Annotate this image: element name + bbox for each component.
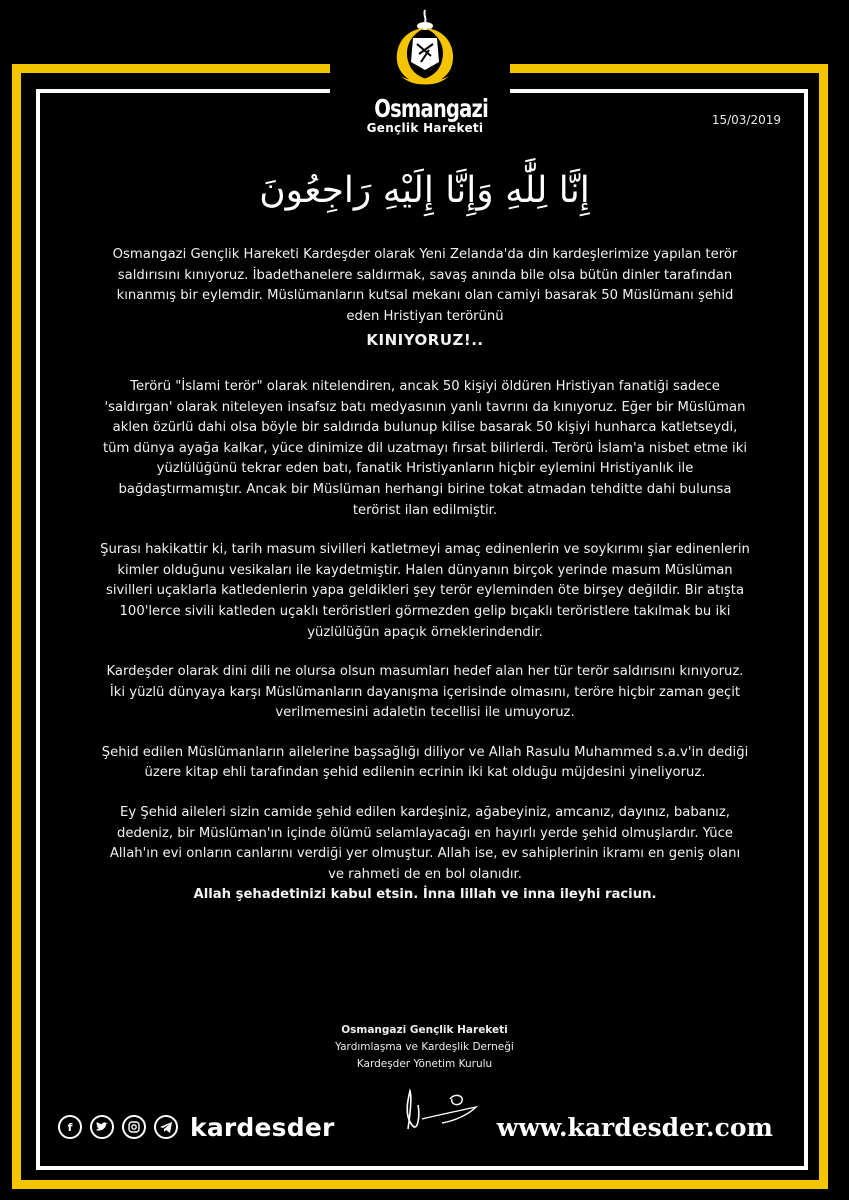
signature-line-2: Yardımlaşma ve Kardeşlik Derneği xyxy=(335,1041,514,1053)
telegram-icon[interactable] xyxy=(154,1115,178,1139)
crescent-emblem-icon xyxy=(385,4,465,94)
instagram-icon[interactable] xyxy=(122,1115,146,1139)
paragraph-3: Şurası hakikattir ki, tarih masum sivilleri katletmeyi amaç edinenlerin ve soykırımı şiar edinenlerin kimler olduğunu vesikaları ile kaydetmiştir. Halen dünyanın birçok yerinde masum Müslüman sivilleri uçaklarla katledenlerin yapa geldikleri şey terör eyleminden öte birşey değildir. Bir atışta 100'lerce sivili katleden uçaklı teröristleri görmezden gelip bıçaklı teröristlere takılmak bu iki yüzlülüğün apaçık örneklerindendir. xyxy=(100,542,750,640)
handwritten-signature xyxy=(398,1085,498,1135)
paragraph-4: Kardeşder olarak dini dili ne olursa olsun masumları hedef alan her tür terör saldırısını kınıyoruz. İki yüzlü dünyaya karşı Müslümanların dayanışma içerisinde olmasını, teröre hiçbir zaman geçit verilmemesini adaletin tecellisi ile umuyoruz. xyxy=(106,664,744,721)
paragraph-6-text: Ey Şehid aileleri sizin camide şehid edilen kardeşiniz, ağabeyiniz, amcanız, dayınız, babanız, dedeniz, bir Müslüman'ın içinde ölümü selamlayacağı en hayırlı yerde şehid olmuşlardır. Yüce Allah'ın evi onların canlarını verdiği yer olmuştur. Allah ise, ev sahiplerinin ikramı en geniş olanı ve rahmeti de en bol olanıdır. xyxy=(109,805,741,882)
paragraph-6 xyxy=(100,803,750,906)
social-bar xyxy=(58,1112,335,1142)
brand-name: kardesder xyxy=(190,1112,335,1142)
website-url[interactable]: www.kardesder.com xyxy=(496,1113,773,1142)
statement-date: 15/03/2019 xyxy=(711,113,781,127)
logo-subtitle: Gençlik Hareketi xyxy=(366,121,484,135)
statement-body xyxy=(100,245,750,925)
paragraph-1-text: Osmangazi Gençlik Hareketi Kardeşder olarak Yeni Zelanda'da din kardeşlerimize yapılan terör saldırısını kınıyoruz. İbadethanelere saldırmak, savaş anında bile olsa bütün dinler tarafından kınanmış bir eylemdir. Müslümanların kutsal mekanı olan camiyi basarak 50 Müslümanı şehid eden Hristiyan terörünü xyxy=(112,247,738,324)
paragraph-2: Terörü "İslami terör" olarak nitelendiren, ancak 50 kişiyi öldüren Hristiyan fanatiği sadece 'saldırgan' olarak niteleyen insafsız batı medyasının yanlı tavrını da kınıyoruz. Eğer bir Müslüman aklen özürlü dahi olsa böyle bir saldırıda bulunup kilise basarak 50 kişiyi hunharca katletseydi, tüm dünya ayağa kalkar, yüce dinimize dil uzatmayı fırsat bilirlerdi. Terörü İslam'a nisbet etme iki yüzlülüğünü tekrar eden batı, fanatik Hristiyanların hiçbir eylemini Hristiyanlık ile bağdaştırmamıştır. Ancak bir Müslüman herhangi birine tokat atmadan tehditte dahi bulunsa terörist ilan edilmiştir. xyxy=(102,378,747,518)
facebook-icon[interactable]: f xyxy=(58,1115,82,1139)
signature-org: Osmangazi Gençlik Hareketi xyxy=(341,1024,508,1036)
closing-prayer: Allah şehadetinizi kabul etsin. İnna lillah ve inna ileyhi raciun. xyxy=(193,887,657,903)
paragraph-5: Şehid edilen Müslümanların ailelerine başsağlığı diliyor ve Allah Rasulu Muhammed s.a.v'in dediği üzere kitap ehli tarafından şehid edilenin ecrinin iki kat olduğu müjdesini yineliyoruz. xyxy=(101,744,749,781)
paragraph-1 xyxy=(100,245,750,351)
arabic-verse: إِنَّا لِلَّٰهِ وَإِنَّا إِلَيْهِ رَاجِعُونَ xyxy=(259,170,590,211)
signature-block xyxy=(0,1022,849,1073)
osmangazi-logo xyxy=(360,4,490,154)
logo-name: Osmangazi xyxy=(374,94,488,123)
twitter-icon[interactable] xyxy=(90,1115,114,1139)
condemn-headline: KINIYORUZ!.. xyxy=(366,331,484,350)
signature-line-3: Kardeşder Yönetim Kurulu xyxy=(356,1058,493,1070)
